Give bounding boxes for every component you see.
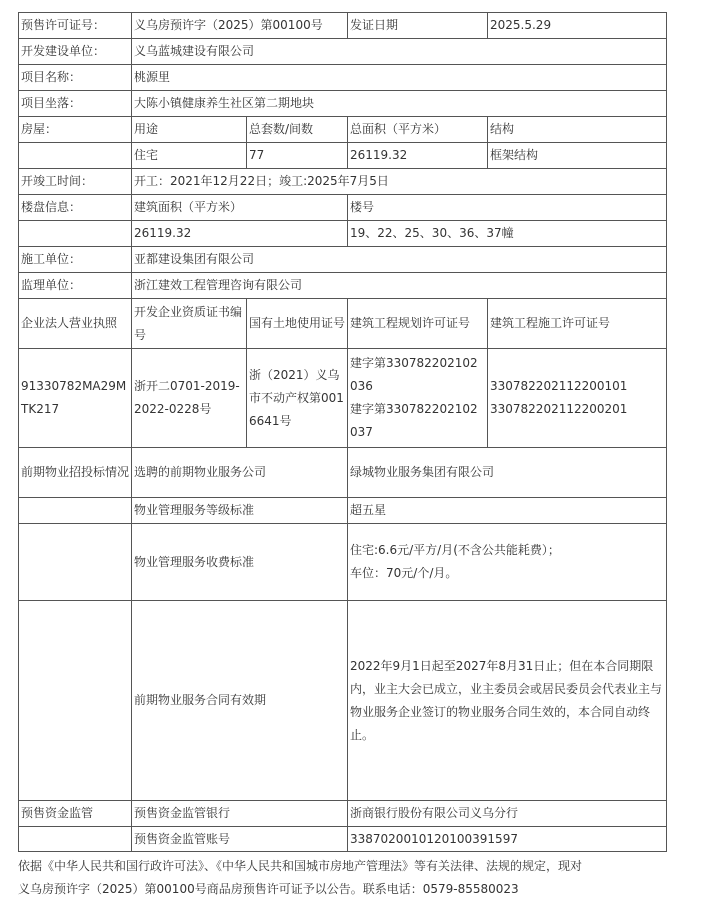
project-name: 桃源里 <box>132 65 667 91</box>
table-row <box>19 801 667 827</box>
building-numbers: 19、22、25、30、36、37幢 <box>348 221 667 247</box>
fee-standard <box>348 524 667 601</box>
table-row <box>19 143 667 169</box>
table-row <box>19 299 667 349</box>
project-name-label: 项目名称： <box>19 65 132 91</box>
permit-no-label: 预售许可证号： <box>19 13 132 39</box>
housing-area: 26119.32 <box>348 143 488 169</box>
escrow-label: 预售资金监管 <box>19 801 132 827</box>
escrow-account: 3387020010120100391597 <box>348 827 667 852</box>
presale-permit-table <box>18 12 667 852</box>
escrow-account-label: 预售资金监管账号 <box>132 827 348 852</box>
fee-line: 住宅:6.6元/平方/月(不含公共能耗费）； <box>350 543 560 557</box>
escrow-bank-label: 预售资金监管银行 <box>132 801 348 827</box>
empty-cell <box>19 498 132 524</box>
land-cert: 浙（2021）义乌市不动产权第0016641号 <box>247 349 348 448</box>
construction-permits <box>488 349 667 448</box>
table-row <box>19 117 667 143</box>
contractor-label: 施工单位： <box>19 247 132 273</box>
empty-cell <box>19 827 132 852</box>
table-row <box>19 91 667 117</box>
supervisor: 浙江建效工程管理咨询有限公司 <box>132 273 667 299</box>
table-row <box>19 195 667 221</box>
table-row <box>19 39 667 65</box>
table-row <box>19 524 667 601</box>
contract-term: 2022年9月1日起至2027年8月31日止；但在本合同期限内，业主大会已成立，业主委员会或居民委员会代表业主与物业服务企业签订的物业服务合同生效的，本合同自动终止。 <box>348 601 667 801</box>
contractor: 亚都建设集团有限公司 <box>132 247 667 273</box>
housing-units: 77 <box>247 143 348 169</box>
planning-permits <box>348 349 488 448</box>
empty-cell <box>19 221 132 247</box>
developer-label: 开发建设单位： <box>19 39 132 65</box>
location-label: 项目坐落： <box>19 91 132 117</box>
qualification-header: 开发企业资质证书编号 <box>132 299 247 349</box>
housing-structure: 框架结构 <box>488 143 667 169</box>
service-level: 超五星 <box>348 498 667 524</box>
issue-date: 2025.5.29 <box>488 13 667 39</box>
planning-permit: 建字第330782202102037 <box>350 402 478 439</box>
escrow-bank: 浙商银行股份有限公司义乌分行 <box>348 801 667 827</box>
developer: 义乌蓝城建设有限公司 <box>132 39 667 65</box>
business-license: 91330782MA29MTK217 <box>19 349 132 448</box>
building-area-header: 建筑面积（平方米） <box>132 195 348 221</box>
property-company: 绿城物业服务集团有限公司 <box>348 448 667 498</box>
table-row <box>19 65 667 91</box>
table-row <box>19 827 667 852</box>
planning-permit-header: 建筑工程规划许可证号 <box>348 299 488 349</box>
planning-permit: 建字第330782202102036 <box>350 356 478 393</box>
footer-line: 依据《中华人民共和国行政许可法》、《中华人民共和国城市房地产管理法》等有关法律、法规的规定，现对 <box>18 859 583 873</box>
empty-cell <box>19 524 132 601</box>
housing-header-area: 总面积（平方米） <box>348 117 488 143</box>
table-row <box>19 169 667 195</box>
construction-time: 开工：2021年12月22日；竣工:2025年7月5日 <box>132 169 667 195</box>
construction-permit: 330782202112200101 <box>490 379 628 393</box>
housing-header-use: 用途 <box>132 117 247 143</box>
building-no-header: 楼号 <box>348 195 667 221</box>
footer-line: 义乌房预许字（2025）第00100号商品房预售许可证予以公告。联系电话：0579-85580023 <box>18 882 519 896</box>
fee-line: 车位：70元/个/月。 <box>350 566 458 580</box>
construction-permit: 330782202112200201 <box>490 402 628 416</box>
announcement-footer <box>18 855 698 901</box>
fee-label: 物业管理服务收费标准 <box>132 524 348 601</box>
table-row <box>19 498 667 524</box>
table-row <box>19 247 667 273</box>
table-row <box>19 273 667 299</box>
table-row <box>19 221 667 247</box>
business-license-header: 企业法人营业执照 <box>19 299 132 349</box>
service-level-label: 物业管理服务等级标准 <box>132 498 348 524</box>
construction-permit-header: 建筑工程施工许可证号 <box>488 299 667 349</box>
land-cert-header: 国有土地使用证号 <box>247 299 348 349</box>
table-row <box>19 13 667 39</box>
building-info-label: 楼盘信息： <box>19 195 132 221</box>
housing-header-structure: 结构 <box>488 117 667 143</box>
location: 大陈小镇健康养生社区第二期地块 <box>132 91 667 117</box>
housing-label: 房屋： <box>19 117 132 143</box>
table-row <box>19 601 667 801</box>
empty-cell <box>19 601 132 801</box>
contract-term-label: 前期物业服务合同有效期 <box>132 601 348 801</box>
permit-no: 义乌房预许字（2025）第00100号 <box>132 13 348 39</box>
property-company-label: 选聘的前期物业服务公司 <box>132 448 348 498</box>
table-row <box>19 448 667 498</box>
supervisor-label: 监理单位： <box>19 273 132 299</box>
construction-time-label: 开竣工时间： <box>19 169 132 195</box>
housing-header-units: 总套数/间数 <box>247 117 348 143</box>
housing-use: 住宅 <box>132 143 247 169</box>
table-row <box>19 349 667 448</box>
property-bidding-label: 前期物业招投标情况 <box>19 448 132 498</box>
issue-date-label: 发证日期 <box>348 13 488 39</box>
empty-cell <box>19 143 132 169</box>
building-area: 26119.32 <box>132 221 348 247</box>
qualification-no: 浙开二0701-2019-2022-0228号 <box>132 349 247 448</box>
